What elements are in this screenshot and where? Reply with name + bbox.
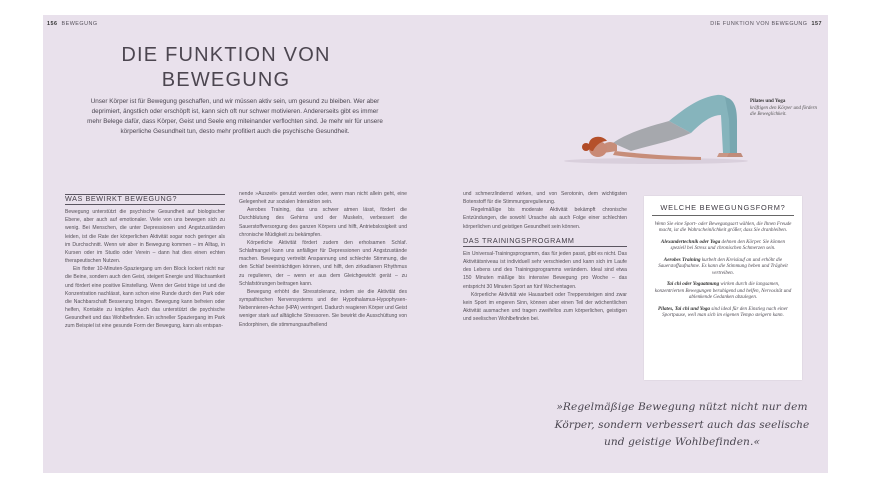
item-term: Pilates, Tai chi und Yoga (658, 305, 710, 312)
col2-paragraph-2: Aerobes Training, das uns schwer atmen lässt, fördert die Durchblutung des Gehirns und der Muskeln, verbessert die Sauerstoffversorgung des ganzen Körpers und hilft, Antriebslosigkeit und chronische Müdigkeit zu bekämpfen. (239, 207, 407, 238)
sidebar-box-item-tai-chi (654, 281, 792, 301)
col1-paragraph-1: Bewegung unterstützt die psychische Gesundheit auf biologischer Ebene, aber auch auf emotionaler. Viele von uns bewegen sich zu wenig. Bei Menschen, die unter Depressionen und Angstzuständen leiden, ist die Rate der körperlichen Aktivität sogar noch geringer als im Durchschnitt. Wenn wir aber in Bewegung kommen – im Alltag, in Kursen oder im Studio oder Verein – dann hat dies einen echten therapeutischen Nutzen. (65, 209, 225, 265)
item-text: dehnen den Körper. Sie können speziell bei Stress und chronischen Schmerzen sein. (670, 238, 786, 252)
item-term: Aerobes Training (663, 256, 701, 263)
item-text: wirken durch die langsamen, konzentrierten Bewegungen beruhigend und helfen, Nervosität und ablenkende Gedanken abzulegen. (654, 281, 792, 301)
right-running-header (710, 21, 822, 27)
book-spread (43, 15, 828, 473)
column-2 (239, 190, 407, 329)
column-3 (463, 190, 627, 323)
sidebar-box (644, 196, 802, 380)
sidebar-box-item-pilates (654, 306, 792, 319)
left-page (43, 15, 435, 473)
caption-title: Pilates und Yoga (750, 99, 786, 104)
col1-paragraph-2: Ein flotter 10-Minuten-Spaziergang um den Block lockert nicht nur die Beine, sondern auch den Geist, steigert Energie und Wachsamkeit und fördert eine positive Einstellung. Wenn der Geist träge ist und die Konzentration nachlässt, kann schon eine Runde durch den Park oder die Nachbarschaft Besserung bringen. Bewegung kann befreien oder helfen, Kontakte zu knüpfen. Auch das unterstützt die psychische Gesundheit und das Wohlbefinden. Ein schneller Spaziergang im Park zum Beispiel ist eine gesunde Form der Bewegung, kann als entspan- (65, 266, 225, 330)
sidebar-box-item-alexandertechnik (654, 239, 792, 252)
item-term: Tai chi oder Yogaatmung (666, 281, 720, 288)
left-section-name: BEWEGUNG (61, 21, 98, 27)
sidebar-box-rule (652, 215, 794, 216)
item-term: Alexandertechnik oder Yoga (660, 238, 721, 245)
section-heading-was-bewirkt: WAS BEWIRKT BEWEGUNG? (65, 194, 225, 205)
sidebar-box-item-aerobes-training (654, 257, 792, 277)
col2-paragraph-1: nende »Auszeit« genutzt werden oder, wenn man nicht allein geht, eine Gelegenheit zur sozialen Interaktion sein. (239, 191, 407, 206)
col2-paragraph-3: Körperliche Aktivität fördert zudem den erholsamen Schlaf. Schlafmangel kann uns anfälliger für Depressionen und Angstzustände machen. Bewegung vertreibt Anspannung und schlechte Stimmung, die den Schlaf beeinträchtigen können, und hilft, den zirkadianen Rhythmus zu regulieren, der – wenn er aus dem Gleichgewicht gerät – zu Schlafstörungen beitragen kann. (239, 239, 407, 287)
page-title: DIE FUNKTION VON BEWEGUNG (121, 44, 331, 91)
right-section-name: DIE FUNKTION VON BEWEGUNG (710, 21, 808, 27)
section-heading-trainingsprogramm: DAS TRAININGSPROGRAMM (463, 237, 627, 247)
item-text: kurbelt den Kreislauf an und erhöht die Sauerstoffaufnahme. Es kann die Stimmung heben und Trägheit vertreiben. (658, 256, 788, 276)
left-running-header (47, 21, 98, 27)
caption-text: kräftigen den Körper und fördern die Beweglichkeit. (750, 105, 818, 117)
sidebar-box-title: WELCHE BEWEGUNGSFORM? (660, 203, 786, 212)
col3-paragraph-1: und schmerzlindernd wirken, und von Serotonin, dem wichtigsten Botenstoff für die Stimmungsregulierung. (463, 191, 627, 206)
pull-quote: »Regelmäßige Bewegung nützt nicht nur dem Körper, sondern verbessert auch das seelische und geistige Wohlbefinden.« (554, 401, 810, 448)
col2-paragraph-4: Bewegung erhöht die Stresstoleranz, indem sie die Aktivität des sympathischen Nervensystems und der Hypothalamus-Hypophysen-Nebennieren-Achse (HPA) verringert. Dadurch reagieren Körper und Geist weniger stark auf alltägliche Stressoren. Sie bewirkt die Ausschüttung von Endorphinen, die stimmungsaufhellend (239, 288, 407, 328)
col3-paragraph-3: Ein Universal-Trainingsprogramm, das für jeden passt, gibt es nicht. Das Aktivitätsniveau ist individuell sehr verschieden und kann sich im Laufe des Lebens und des Trainingsprogramms verändern. Ideal sind etwa 150 Minuten mäßige bis intensive Bewegung pro Woche – das entspricht 30 Minuten Sport an fünf Wochentagen. (463, 250, 627, 290)
item-text: sind ideal für den Einstieg nach einer Sportpause, weil man sich im eigenen Tempo steigern kann. (662, 305, 788, 319)
column-1 (65, 194, 225, 331)
col3-paragraph-2: Regelmäßige bis moderate Aktivität bekämpft chronische Entzündungen, die sowohl Ursache als auch Folge einer schlechten körperlichen und geistigen Gesundheit sein können. (463, 207, 627, 230)
pilates-bridge-photo (551, 81, 761, 167)
right-page (435, 15, 828, 473)
sidebar-box-intro: Wenn Sie eine Sport- oder Bewegungsart wählen, die Ihnen Freude macht, ist die Wahrscheinlichkeit größer, dass Sie dranbleiben. (654, 220, 792, 234)
col3-paragraph-4: Körperliche Aktivität wie Hausarbeit oder Treppensteigen sind zwar kein Sport im engeren Sinn, können aber einen Teil der wöchentlichen Aktivität ausmachen und tragen zweifellos zum körperlichen, geistigen und seelischen Wohlbefinden bei. (463, 291, 627, 323)
intro-paragraph: Unser Körper ist für Bewegung geschaffen, und wir müssen aktiv sein, um gesund zu bleiben. Wer aber deprimiert, ängstlich oder erschöpft ist, kann sich oft nur schwer motivieren. Andererseits gibt es immer mehr Belege dafür, dass Körper, Geist und Seele eng miteinander verflochten sind. Je mehr wir für unsere körperliche Gesundheit tun, desto mehr profitiert auch die psychische Gesundheit. (87, 98, 383, 136)
right-page-number: 157 (811, 21, 822, 27)
left-page-number: 156 (47, 21, 58, 27)
photo-caption (750, 99, 820, 119)
